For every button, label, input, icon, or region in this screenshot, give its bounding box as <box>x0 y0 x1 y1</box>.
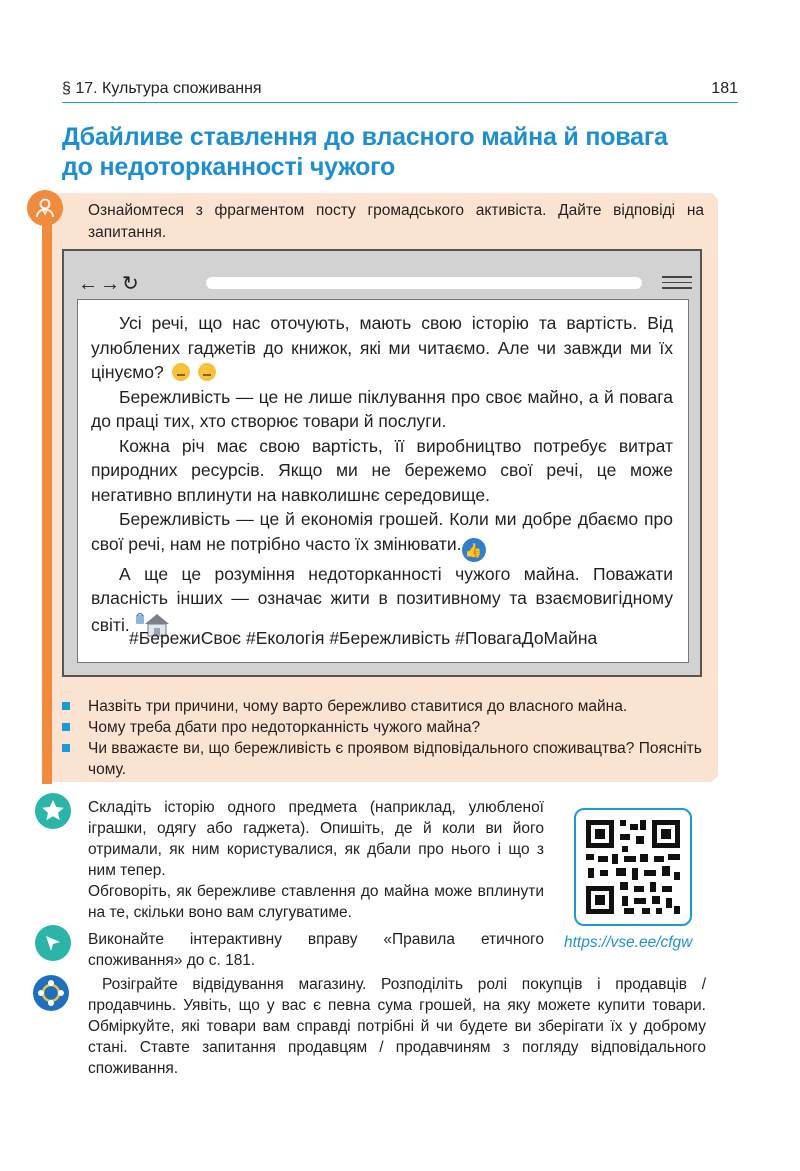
page-number: 181 <box>711 80 738 97</box>
qr-code[interactable] <box>574 808 692 926</box>
star-icon <box>35 793 71 829</box>
post-paragraph: А ще це розуміння недоторканності чужого майна. Поважати власність інших — означає жити в позитивному та взаємовигідному світі. <box>91 563 673 635</box>
activity-intro: Ознайомтеся з фрагментом посту громадського активіста. Дайте відповіді на запитання. <box>88 202 704 241</box>
post-hashtags: #БережиСвоє #Екологія #Бережливість #ПовагаДоМайна <box>129 628 598 648</box>
roleplay-task: Розіграйте відвідування магазину. Розподіліть ролі покупців і продавців / продавчинь. Уявіть, що у вас є певна сума грошей, на яку можете купити товари. Обміркуйте, які товари вам справді потрібні й чи будете ви зберігати їх у доброму стані. Ставте запитання продавцям / продавчиням з погляду відповідального споживання. <box>88 976 706 1077</box>
post-paragraph: Бережливість — це не лише піклування про своє майно, а й повага до праці тих, хто створює товари й послуги. <box>91 386 673 431</box>
browser-nav-icons: ←→↻ <box>78 273 141 295</box>
qr-code-icon <box>576 810 690 924</box>
address-bar <box>206 277 642 289</box>
interactive-task: Виконайте інтерактивну вправу «Правила етичного споживання» до с. 181. <box>88 931 544 969</box>
list-item: Чому треба дбати про недоторканність чужого майна? <box>62 717 712 738</box>
list-item: Чи вважаєте ви, що бережливість є проявом відповідального споживацтва? Поясніть чому. <box>62 738 712 780</box>
question-list <box>62 696 712 780</box>
cursor-icon <box>35 925 71 961</box>
page-header <box>62 80 738 103</box>
hamburger-menu-icon <box>662 276 692 293</box>
story-task-text: Складіть історію одного предмета (наприклад, улюбленої іграшки, одягу або гаджета). Опишіть, де й коли ви його отримали, як ним користувалися, як дбали про нього і що з ним тепер. <box>88 799 544 879</box>
section-title: § 17. Культура споживання <box>62 80 262 97</box>
thumbs-up-icon: 👍 <box>462 538 486 562</box>
person-icon <box>27 190 63 226</box>
post-paragraph: Кожна річ має свою вартість, її виробництво потребує витрат природних ресурсів. Якщо ми не бережемо свої речі, це може негативно вплинути на навколишнє середовище. <box>91 435 673 505</box>
post-paragraph: Усі речі, що нас оточують, мають свою історію та вартість. Від улюблених гаджетів до книжок, які ми читаємо. Але чи завжди ми їх цінуємо? <box>91 313 673 382</box>
page-title <box>62 122 742 182</box>
title-line-1: Дбайливе ставлення до власного майна й повага <box>62 123 668 151</box>
story-task <box>88 797 544 923</box>
list-item: Назвіть три причини, чому варто бережливо ставитися до власного майна. <box>62 696 712 717</box>
group-icon <box>33 975 69 1011</box>
confused-emoji-icon <box>198 363 216 381</box>
activity-panel-bar <box>42 212 52 784</box>
confused-emoji-icon <box>172 363 190 381</box>
activist-post <box>91 311 673 637</box>
post-paragraph: Бережливість — це й економія грошей. Коли ми добре дбаємо про свої речі, нам не потрібно часто їх змінювати. 👍 <box>91 507 673 562</box>
story-task-discussion: Обговоріть, як бережливе ставлення до майна може вплинути на те, скільки воно вам слугуватиме. <box>88 883 544 921</box>
qr-link[interactable]: https://vse.ee/cfgw <box>564 934 693 951</box>
title-line-2: до недоторканності чужого <box>62 153 396 181</box>
